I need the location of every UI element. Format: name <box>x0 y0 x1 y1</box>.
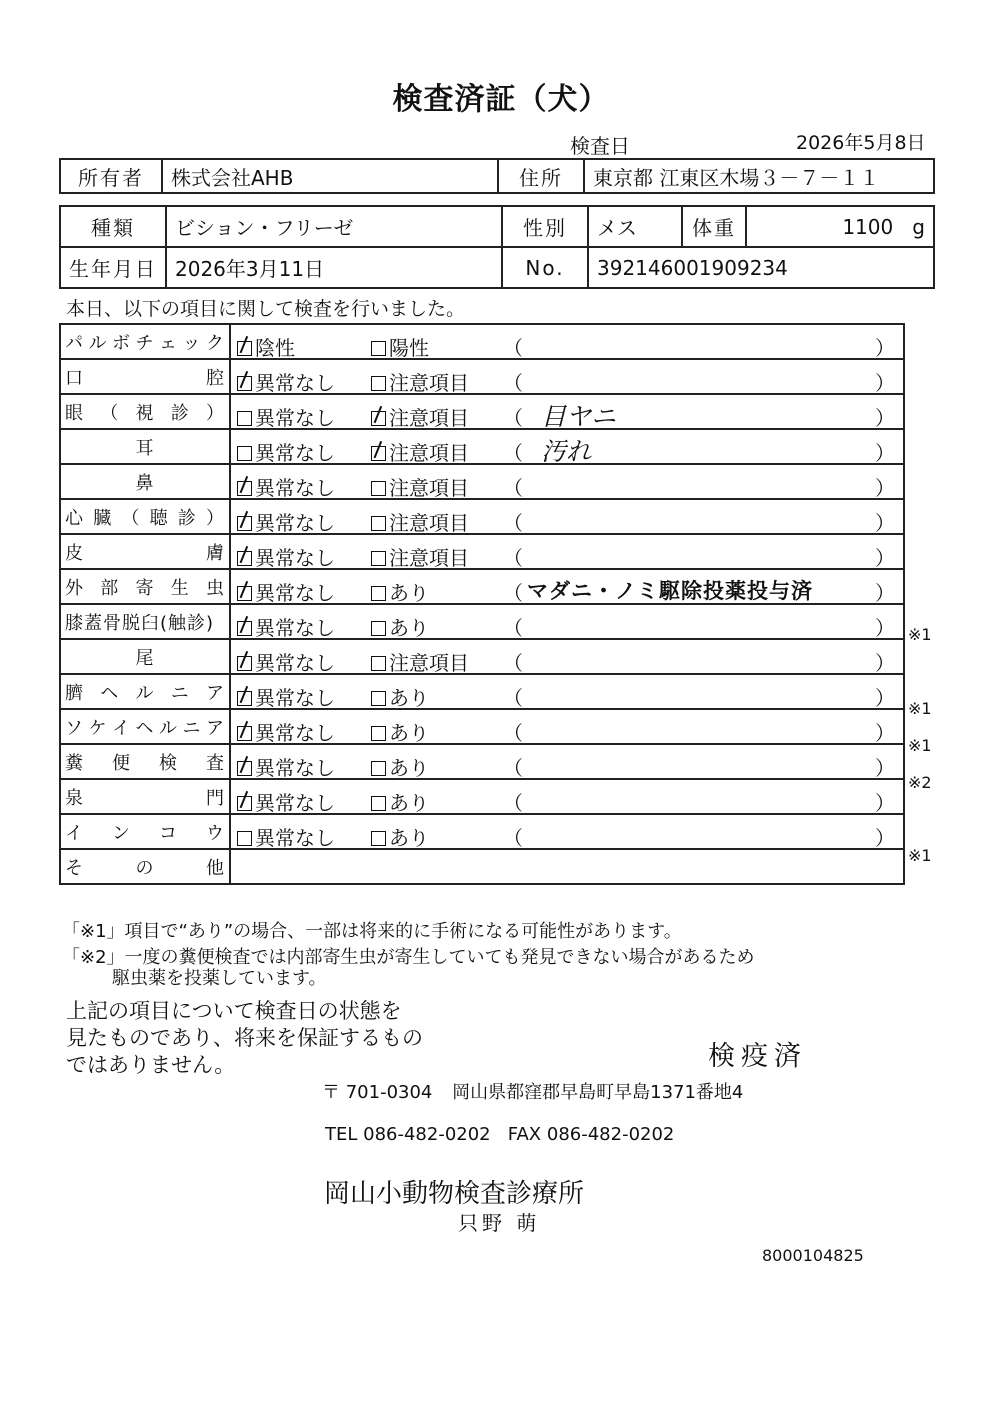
option-abnormal <box>371 437 469 466</box>
open-paren: （ <box>503 581 523 605</box>
inspection-row <box>60 849 904 884</box>
checkbox[interactable] <box>371 691 386 706</box>
footnote-mark: ※2 <box>908 772 932 792</box>
checkbox[interactable] <box>371 656 386 671</box>
clinic-address-line <box>322 1078 743 1104</box>
option-abnormal <box>371 647 469 676</box>
inspection-result-cell <box>230 674 904 709</box>
inspection-row <box>60 534 904 569</box>
open-paren: （ <box>503 476 523 500</box>
option-label: 異常なし <box>255 546 335 570</box>
option-label: 異常なし <box>255 686 335 710</box>
checked-checkbox[interactable] <box>237 796 252 811</box>
option-label: 異常なし <box>255 441 335 465</box>
item-name-char: ケ <box>88 717 108 739</box>
option-label: 異常なし <box>255 581 335 605</box>
open-paren: （ <box>503 511 523 535</box>
option-label: 異常なし <box>255 616 335 640</box>
footnote-2-line1: 「※2」一度の糞便検査では内部寄生虫が寄生していても発見できない場合があるため <box>62 947 755 968</box>
close-paren: ） <box>875 581 895 605</box>
option-normal <box>237 822 335 851</box>
inspection-item-name <box>60 709 230 744</box>
item-name-char: 糞 <box>65 752 84 774</box>
checked-checkbox[interactable] <box>237 551 252 566</box>
option-label: あり <box>389 791 429 815</box>
close-paren: ） <box>875 721 895 745</box>
sex-label: 性別 <box>502 206 588 247</box>
inspection-row <box>60 744 904 779</box>
checked-checkbox[interactable] <box>237 691 252 706</box>
option-label: 陰性 <box>255 336 295 360</box>
item-name-char: パ <box>65 332 84 354</box>
checked-checkbox[interactable] <box>371 446 386 461</box>
checkbox[interactable] <box>371 831 386 846</box>
inspection-row <box>60 569 904 604</box>
clinic-tel-fax: TEL 086-482-0202 FAX 086-482-0202 <box>325 1124 675 1145</box>
item-name-char: コ <box>159 822 178 844</box>
option-label: あり <box>389 826 429 850</box>
item-name-char: イ <box>112 717 131 739</box>
weight-unit: g <box>912 214 925 239</box>
checkbox[interactable] <box>371 341 386 356</box>
inspection-row <box>60 429 904 464</box>
option-label: あり <box>389 616 429 640</box>
close-paren: ） <box>875 651 895 675</box>
footnote-mark: ※1 <box>908 735 932 755</box>
footnote-1: 「※1」項目で“あり”の場合、一部は将来的に手術になる可能性があります。 <box>62 921 682 942</box>
item-name-char: ッ <box>182 332 202 354</box>
checkbox[interactable] <box>237 446 252 461</box>
option-label: 注意項目 <box>389 371 469 395</box>
breed-value: ビション・フリーゼ <box>166 206 502 247</box>
item-name-char: （ <box>121 507 141 529</box>
inspection-row <box>60 604 904 639</box>
option-label: あり <box>389 581 429 605</box>
inspection-item-name <box>60 779 230 814</box>
inspection-result-cell <box>230 709 904 744</box>
item-name-char: 皮 <box>65 542 84 564</box>
checkbox[interactable] <box>371 796 386 811</box>
document-title: 検査済証（犬） <box>392 82 610 117</box>
inspection-result-cell <box>230 429 904 464</box>
item-name-char: 診 <box>170 402 190 424</box>
birth-label: 生年月日 <box>60 247 166 288</box>
result-note: マダニ・ノミ駆除投薬投与済 <box>527 579 813 603</box>
inspection-item-name <box>60 674 230 709</box>
checkbox[interactable] <box>371 726 386 741</box>
close-paren: ） <box>875 546 895 570</box>
option-label: 注意項目 <box>389 476 469 500</box>
item-name-char: 生 <box>170 577 190 599</box>
disclaimer-line: 見たものであり、将来を保証するもの <box>66 1026 423 1050</box>
inspection-item-name <box>60 499 230 534</box>
inspection-item-name <box>60 534 230 569</box>
item-name-char: ル <box>135 682 155 704</box>
item-name-char: ウ <box>206 822 225 844</box>
inspection-result-cell <box>230 324 904 359</box>
inspection-row <box>60 674 904 709</box>
item-name-char: 診 <box>177 507 197 529</box>
open-paren: （ <box>503 826 523 850</box>
option-normal <box>237 577 335 606</box>
inspection-row <box>60 779 904 814</box>
birth-value: 2026年3月11日 <box>166 247 502 288</box>
option-normal <box>237 332 295 361</box>
item-name-char: 耳 <box>135 437 155 459</box>
item-name-char: ） <box>206 402 225 424</box>
inspection-row <box>60 639 904 674</box>
inspection-result-cell <box>230 639 904 674</box>
inspection-item-name <box>60 359 230 394</box>
inspection-row <box>60 814 904 849</box>
item-name-char: ル <box>159 717 178 739</box>
option-label: あり <box>389 686 429 710</box>
option-abnormal <box>371 612 429 641</box>
weight-value: 1100 <box>842 214 894 239</box>
veterinarian-name: 只野 萌 <box>458 1211 541 1235</box>
option-normal <box>237 437 335 466</box>
checkbox[interactable] <box>237 411 252 426</box>
close-paren: ） <box>875 826 895 850</box>
item-name-char: 他 <box>206 857 225 879</box>
inspection-item-name <box>60 324 230 359</box>
close-paren: ） <box>875 371 895 395</box>
weight-label: 体重 <box>682 206 746 247</box>
item-name-char: 査 <box>206 752 225 774</box>
checkbox[interactable] <box>371 376 386 391</box>
item-name-char: （ <box>100 402 120 424</box>
inspection-row <box>60 709 904 744</box>
inspection-table <box>59 323 905 885</box>
inspection-result-cell <box>230 499 904 534</box>
document-number: 8000104825 <box>762 1246 864 1265</box>
option-abnormal <box>371 507 469 536</box>
checked-checkbox[interactable] <box>237 656 252 671</box>
option-normal <box>237 752 335 781</box>
inspection-item-name <box>60 639 230 674</box>
item-name-char: ア <box>206 682 225 704</box>
option-normal <box>237 367 335 396</box>
option-normal <box>237 472 335 501</box>
item-name-char: イ <box>65 822 84 844</box>
option-normal <box>237 542 335 571</box>
item-name-char: ェ <box>159 332 178 354</box>
item-name-char: 膝蓋骨脱臼(触診) <box>65 612 215 634</box>
item-name-char: 聴 <box>149 507 169 529</box>
option-abnormal <box>371 577 429 606</box>
disclaimer <box>66 998 423 1079</box>
inspection-result-cell <box>230 569 904 604</box>
open-paren: （ <box>503 546 523 570</box>
option-abnormal <box>371 542 469 571</box>
option-label: 注意項目 <box>389 406 469 430</box>
close-paren: ） <box>875 441 895 465</box>
sex-value: メス <box>588 206 682 247</box>
option-label: 異常なし <box>255 371 335 395</box>
option-label: 注意項目 <box>389 546 469 570</box>
option-label: 異常なし <box>255 511 335 535</box>
option-abnormal <box>371 752 429 781</box>
item-name-char: 視 <box>135 402 155 424</box>
item-name-char: 便 <box>112 752 131 774</box>
item-name-char: ヘ <box>100 682 120 704</box>
clinic-address: 岡山県都窪郡早島町早島1371番地4 <box>452 1082 744 1103</box>
close-paren: ） <box>875 406 895 430</box>
item-name-char: ル <box>88 332 108 354</box>
item-name-char: ） <box>205 507 225 529</box>
inspection-result-cell <box>230 464 904 499</box>
inspection-result-cell <box>230 849 904 884</box>
intro-text: 本日、以下の項目に関して検査を行いました。 <box>66 298 466 320</box>
open-paren: （ <box>503 441 523 465</box>
close-paren: ） <box>875 336 895 360</box>
footnote-mark: ※1 <box>908 846 932 866</box>
option-label: あり <box>389 721 429 745</box>
close-paren: ） <box>875 756 895 780</box>
option-normal <box>237 647 335 676</box>
checked-checkbox[interactable] <box>237 726 252 741</box>
option-normal <box>237 402 335 431</box>
checkbox[interactable] <box>371 621 386 636</box>
open-paren: （ <box>503 721 523 745</box>
option-normal <box>237 507 335 536</box>
inspection-row <box>60 499 904 534</box>
exam-date: 2026年5月8日 <box>796 132 926 154</box>
checkbox[interactable] <box>371 761 386 776</box>
inspection-result-cell <box>230 359 904 394</box>
option-abnormal <box>371 472 469 501</box>
option-label: 異常なし <box>255 651 335 675</box>
clinic-name: 岡山小動物検査診療所 <box>324 1179 585 1209</box>
close-paren: ） <box>875 616 895 640</box>
inspection-item-name <box>60 394 230 429</box>
animal-table <box>59 205 935 289</box>
inspection-result-cell <box>230 604 904 639</box>
weight-cell <box>746 206 934 247</box>
inspection-result-cell <box>230 779 904 814</box>
item-name-char: 寄 <box>135 577 155 599</box>
inspection-row <box>60 324 904 359</box>
item-name-char: ニ <box>170 682 190 704</box>
item-name-char: 部 <box>100 577 120 599</box>
inspection-item-name <box>60 744 230 779</box>
open-paren: （ <box>503 616 523 640</box>
item-name-char: ニ <box>182 717 202 739</box>
handwritten-note: 汚れ <box>541 437 592 466</box>
open-paren: （ <box>503 756 523 780</box>
option-abnormal <box>371 367 469 396</box>
close-paren: ） <box>875 791 895 815</box>
open-paren: （ <box>503 686 523 710</box>
item-name-char: ン <box>112 822 131 844</box>
inspection-item-name <box>60 569 230 604</box>
item-name-char: 泉 <box>65 787 84 809</box>
item-name-char: ク <box>206 332 225 354</box>
option-label: 注意項目 <box>389 441 469 465</box>
option-abnormal <box>371 682 429 711</box>
item-name-char: 心 <box>65 507 84 529</box>
address-label: 住所 <box>498 159 584 193</box>
checked-checkbox[interactable] <box>237 586 252 601</box>
owner-label: 所有者 <box>60 159 162 193</box>
option-normal <box>237 612 335 641</box>
item-name-char: の <box>135 857 155 879</box>
item-name-char: 鼻 <box>135 472 155 494</box>
option-abnormal <box>371 787 429 816</box>
checked-checkbox[interactable] <box>237 621 252 636</box>
inspection-item-name <box>60 814 230 849</box>
inspection-item-name <box>60 849 230 884</box>
item-name-char: ヘ <box>135 717 155 739</box>
item-name-char: ア <box>206 717 225 739</box>
option-label: 異常なし <box>255 791 335 815</box>
checkbox[interactable] <box>237 831 252 846</box>
open-paren: （ <box>503 371 523 395</box>
handwritten-note: 目ヤニ <box>541 402 617 431</box>
address-value: 東京都 江東区木場３－７－１１ <box>584 159 934 193</box>
item-name-char: 門 <box>206 787 225 809</box>
inspection-item-name <box>60 429 230 464</box>
checkbox[interactable] <box>371 481 386 496</box>
inspection-result-cell <box>230 814 904 849</box>
item-name-char: 眼 <box>65 402 84 424</box>
option-abnormal <box>371 717 429 746</box>
quarantine-stamp: 検疫済 <box>708 1041 807 1072</box>
inspection-item-name <box>60 464 230 499</box>
option-abnormal <box>371 402 469 431</box>
close-paren: ） <box>875 686 895 710</box>
exam-date-label: 検査日 <box>570 134 630 158</box>
checked-checkbox[interactable] <box>371 411 386 426</box>
option-label: あり <box>389 756 429 780</box>
option-normal <box>237 717 335 746</box>
item-name-char: 尾 <box>135 647 155 669</box>
footnote-mark: ※1 <box>908 699 932 718</box>
item-name-char: 膚 <box>206 542 225 564</box>
item-name-char: 虫 <box>206 577 225 599</box>
checkbox[interactable] <box>371 516 386 531</box>
item-name-char: 腔 <box>206 367 225 389</box>
option-label: 異常なし <box>255 406 335 430</box>
item-name-char: 外 <box>65 577 84 599</box>
option-label: 異常なし <box>255 756 335 780</box>
checked-checkbox[interactable] <box>237 516 252 531</box>
item-name-char: ボ <box>112 332 131 354</box>
checkbox[interactable] <box>371 586 386 601</box>
disclaimer-line: 上記の項目について検査日の状態を <box>66 999 402 1023</box>
option-label: 陽性 <box>389 336 429 360</box>
checked-checkbox[interactable] <box>237 481 252 496</box>
owner-value: 株式会社AHB <box>162 159 498 193</box>
item-name-char: チ <box>135 332 155 354</box>
close-paren: ） <box>875 511 895 535</box>
option-label: 異常なし <box>255 826 335 850</box>
open-paren: （ <box>503 651 523 675</box>
open-paren: （ <box>503 791 523 815</box>
option-label: 注意項目 <box>389 511 469 535</box>
inspection-row <box>60 464 904 499</box>
checked-checkbox[interactable] <box>237 376 252 391</box>
item-name-char: 臓 <box>93 507 113 529</box>
open-paren: （ <box>503 336 523 360</box>
breed-label: 種類 <box>60 206 166 247</box>
checkbox[interactable] <box>371 551 386 566</box>
inspection-result-cell <box>230 744 904 779</box>
inspection-row <box>60 394 904 429</box>
item-name-char: 検 <box>159 752 178 774</box>
item-name-char: ソ <box>65 717 84 739</box>
item-name-char: そ <box>65 857 84 879</box>
owner-table <box>59 158 935 194</box>
option-label: 異常なし <box>255 476 335 500</box>
clinic-zip: 〒 701-0304 <box>322 1082 433 1103</box>
disclaimer-line: ではありません。 <box>66 1053 236 1077</box>
inspection-result-cell <box>230 394 904 429</box>
checked-checkbox[interactable] <box>237 761 252 776</box>
item-name-char: 臍 <box>65 682 84 704</box>
option-abnormal <box>371 822 429 851</box>
option-normal <box>237 682 335 711</box>
inspection-result-cell <box>230 534 904 569</box>
item-name-char: 口 <box>65 367 84 389</box>
checked-checkbox[interactable] <box>237 341 252 356</box>
footnote-mark: ※1 <box>908 625 932 645</box>
option-normal <box>237 787 335 816</box>
option-label: 注意項目 <box>389 651 469 675</box>
inspection-row <box>60 359 904 394</box>
footnote-2-line2: 駆虫薬を投薬しています。 <box>112 968 327 989</box>
option-label: 異常なし <box>255 721 335 745</box>
no-label: No. <box>502 247 588 288</box>
inspection-item-name <box>60 604 230 639</box>
option-abnormal <box>371 332 429 361</box>
no-value: 392146001909234 <box>588 247 934 288</box>
open-paren: （ <box>503 406 523 430</box>
close-paren: ） <box>875 476 895 500</box>
